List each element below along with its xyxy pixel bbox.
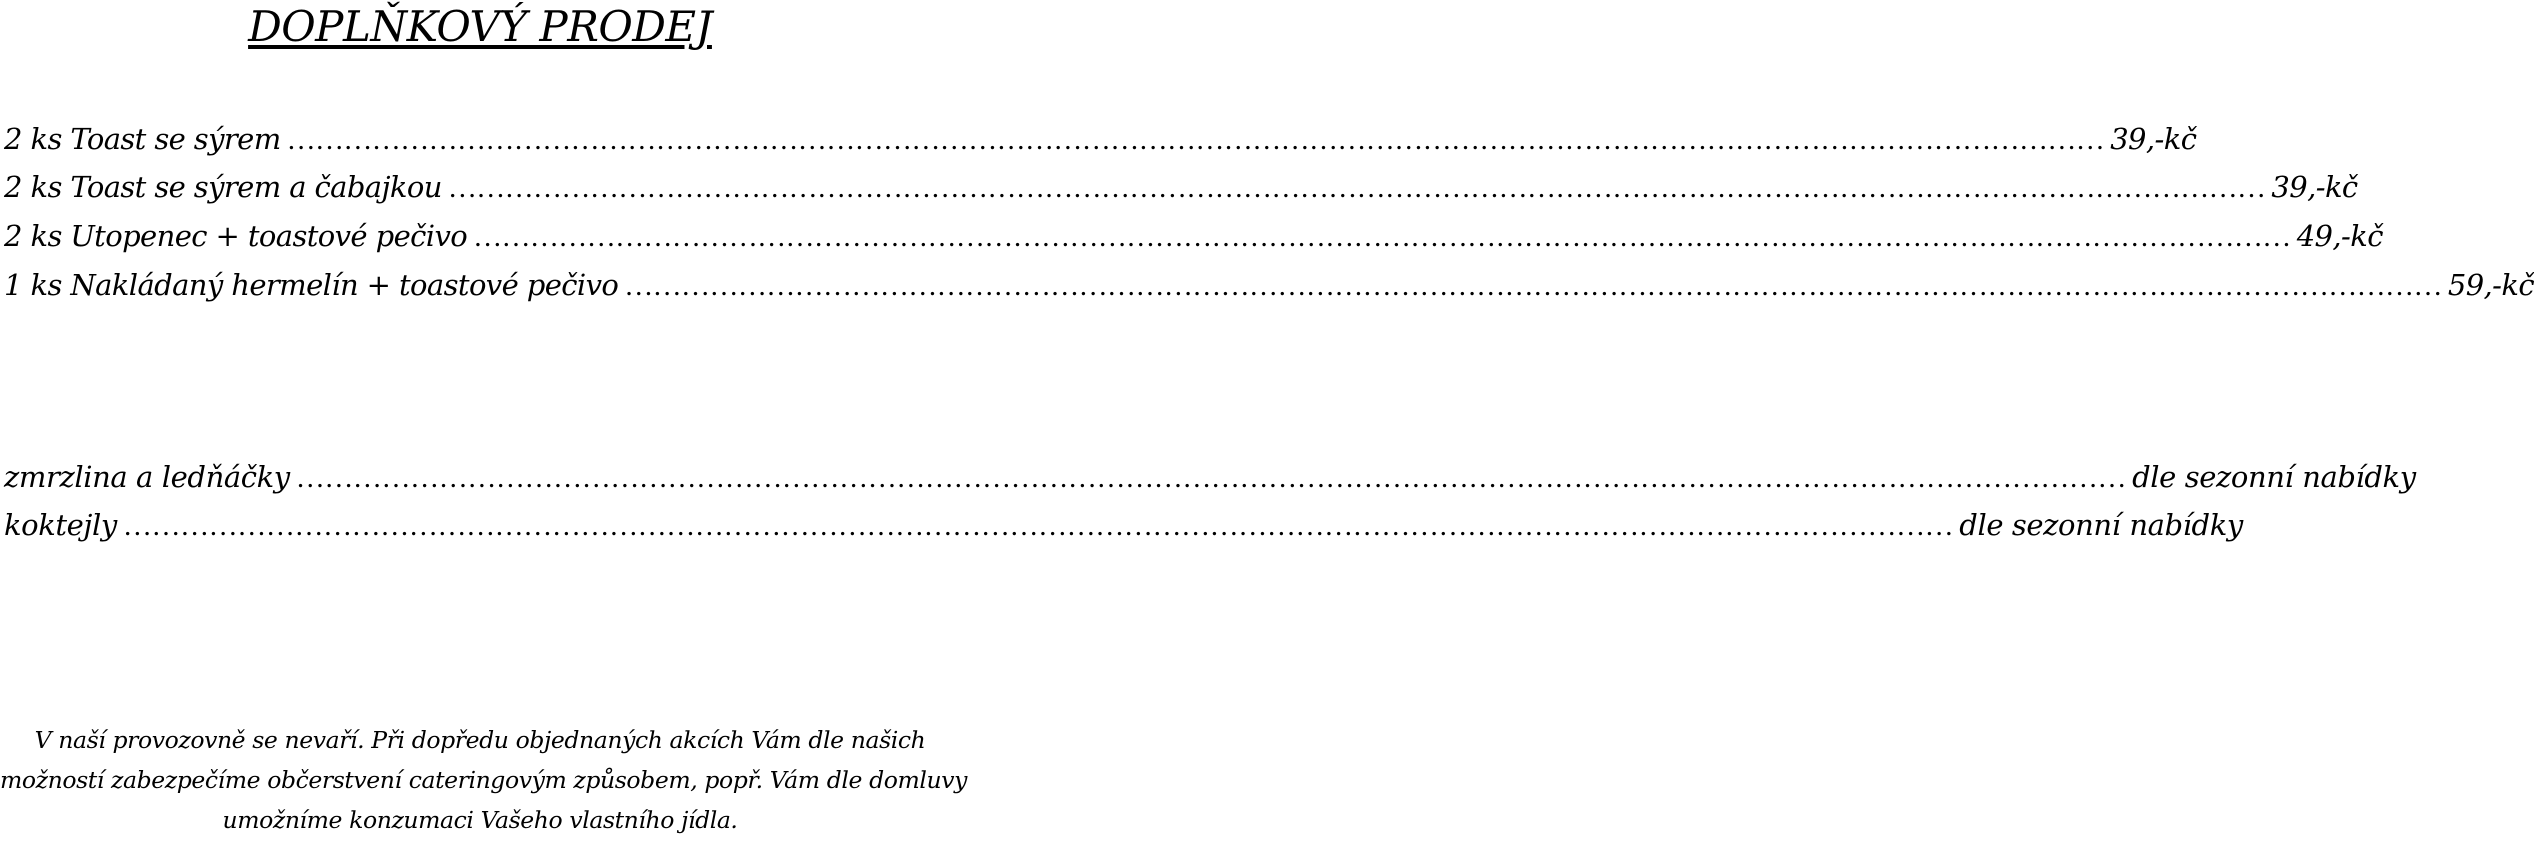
- item-name: zmrzlina a ledňáčky: [4, 460, 290, 494]
- item-name: 2 ks Toast se sýrem: [4, 122, 281, 156]
- note-line-3: umožníme konzumaci Vašeho vlastního jídla.: [222, 806, 738, 834]
- menu-item-hermelin: [4, 268, 2534, 314]
- menu-item-toast-cabajka: [4, 170, 2358, 216]
- catering-note: [0, 720, 967, 840]
- item-price: 49,-kč: [2296, 219, 2383, 253]
- note-line-1: V naší provozovně se nevaří. Při dopředu objednaných akcích Vám dle našich: [34, 726, 926, 754]
- dot-leader: …………………………………………………………………………………………………………………………………………………………………………: [295, 462, 2127, 494]
- item-name: 2 ks Utopenec + toastové pečivo: [4, 219, 468, 253]
- note-line-2: možností zabezpečíme občerstvení cateringovým způsobem, popř. Vám dle domluvy: [0, 766, 967, 794]
- menu-item-zmrzlina: [4, 460, 2416, 506]
- item-name: koktejly: [4, 508, 117, 542]
- dot-leader: …………………………………………………………………………………………………………………………………………………………………………: [447, 172, 2266, 204]
- dot-leader: …………………………………………………………………………………………………………………………………………………………………………: [286, 124, 2105, 156]
- dot-leader: …………………………………………………………………………………………………………………………………………………………………………: [122, 510, 1954, 542]
- menu-item-utopenec: [4, 219, 2383, 265]
- item-name: 2 ks Toast se sýrem a čabajkou: [4, 170, 442, 204]
- dot-leader: …………………………………………………………………………………………………………………………………………………………………………: [624, 270, 2442, 302]
- item-name: 1 ks Nakládaný hermelín + toastové pečivo: [4, 268, 619, 302]
- dot-leader: …………………………………………………………………………………………………………………………………………………………………………: [473, 221, 2291, 253]
- item-price: 39,-kč: [2271, 170, 2358, 204]
- menu-item-koktejly: [4, 508, 2243, 554]
- item-price: 39,-kč: [2110, 122, 2197, 156]
- item-price: dle sezonní nabídky: [1959, 508, 2243, 542]
- menu-item-toast: [4, 122, 2197, 168]
- page-title: DOPLŇKOVÝ PRODEJ: [248, 2, 712, 51]
- item-price: dle sezonní nabídky: [2132, 460, 2416, 494]
- item-price: 59,-kč: [2447, 268, 2534, 302]
